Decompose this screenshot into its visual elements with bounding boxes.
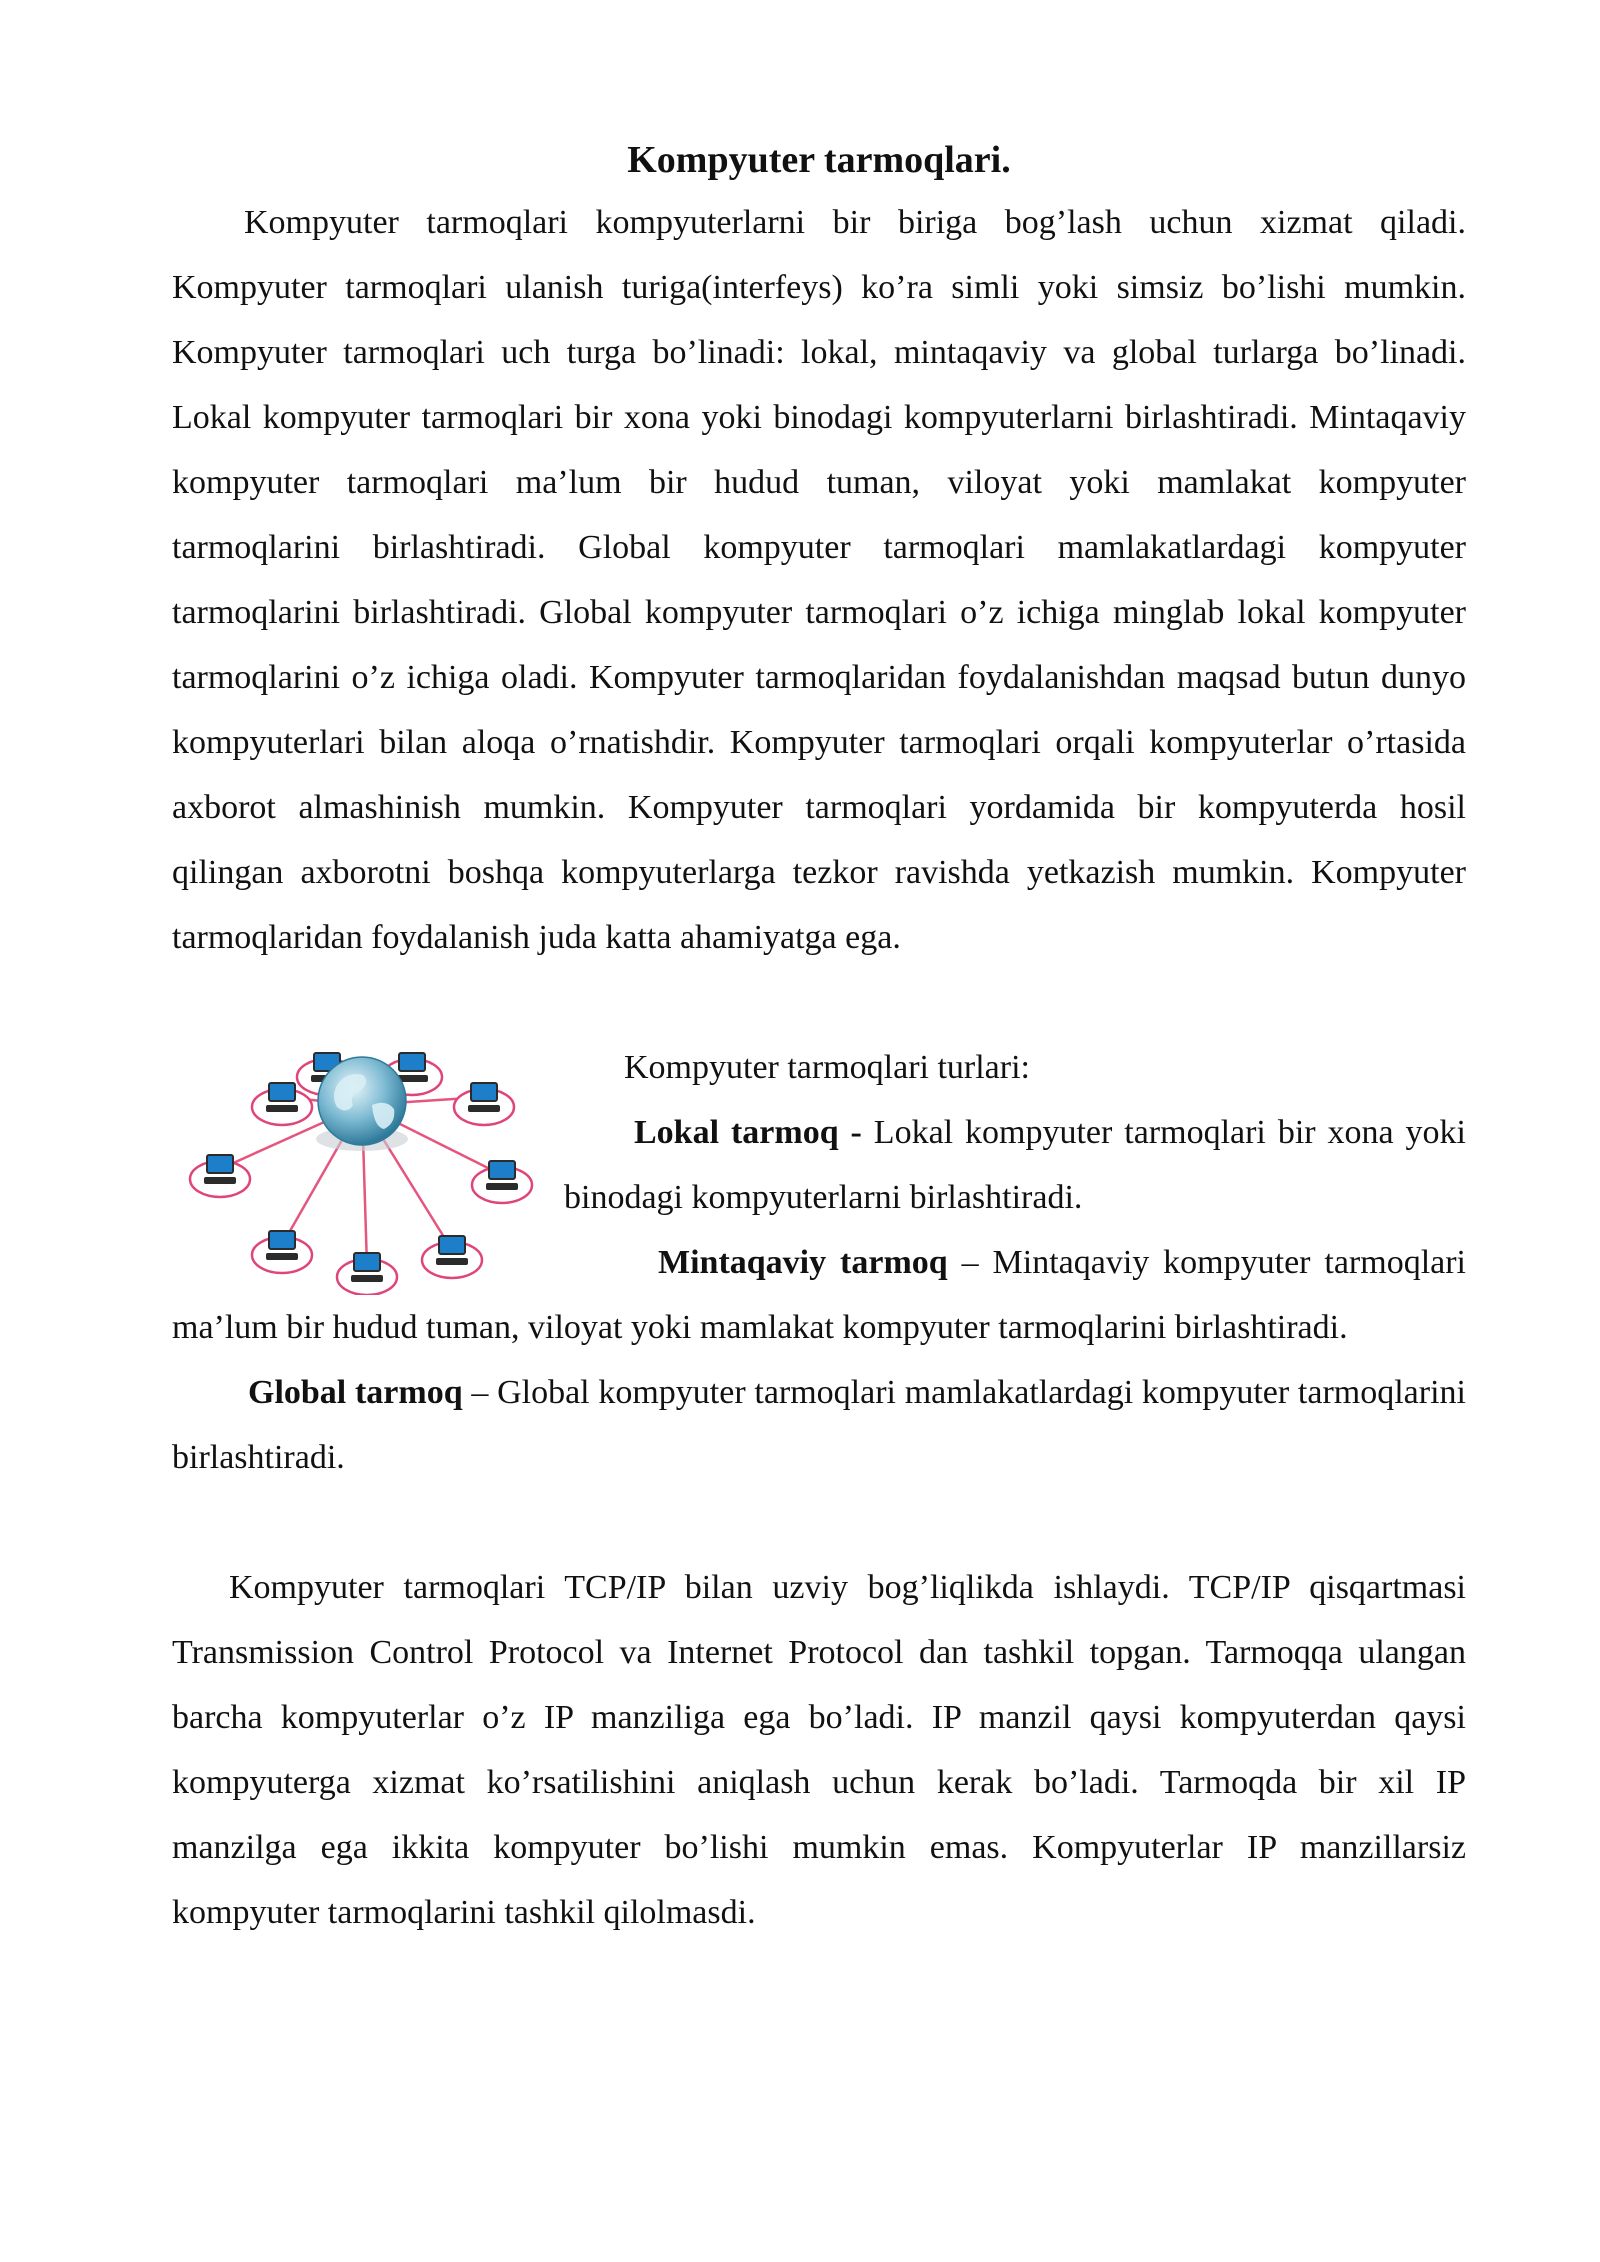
type-separator: –	[462, 1374, 498, 1411]
type-term: Global tarmoq	[248, 1374, 463, 1411]
computer-node-icon	[190, 1155, 250, 1197]
network-types-section	[172, 1035, 1466, 1490]
type-term: Mintaqaviy tarmoq	[658, 1244, 948, 1281]
document-body	[172, 130, 1466, 1945]
computer-node-icon	[454, 1083, 514, 1125]
type-definition: Lokal kompyuter tarmoqlari bir xona yoki binodagi kompyuterlarni birlashtiradi.	[564, 1114, 1466, 1216]
type-definition: Global kompyuter tarmoqlari mamlakatlardagi kompyuter tarmoqlarini birlashtiradi.	[172, 1374, 1466, 1476]
type-item-global	[172, 1360, 1466, 1490]
page-title: Kompyuter tarmoqlari.	[627, 139, 1011, 181]
globe-network-icon	[172, 1035, 564, 1295]
spacer	[172, 1490, 1466, 1555]
types-heading: Kompyuter tarmoqlari turlari:	[624, 1049, 1030, 1086]
network-illustration	[172, 1035, 564, 1295]
spacer	[172, 970, 1466, 1035]
type-term: Lokal tarmoq	[634, 1114, 839, 1151]
computer-node-icon	[422, 1236, 482, 1278]
computer-node-icon	[337, 1253, 397, 1295]
type-separator: –	[947, 1244, 993, 1281]
computer-node-icon	[252, 1231, 312, 1273]
computer-node-icon	[472, 1161, 532, 1203]
type-separator: -	[838, 1114, 874, 1151]
intro-paragraph: Kompyuter tarmoqlari kompyuterlarni bir biriga bog’lash uchun xizmat qiladi. Kompyuter tarmoqlari ulanish turiga(interfeys) ko’ra simli yoki simsiz bo’lishi mumkin. Kompyuter tarmoqlari uch turga bo’linadi: lokal, mintaqaviy va global turlarga bo’linadi. Lokal kompyuter tarmoqlari bir xona yoki binodagi kompyuterlarni birlashtiradi. Mintaqaviy kompyuter tarmoqlari ma’lum bir hudud tuman, viloyat yoki mamlakat kompyuter tarmoqlarini birlashtiradi. Global kompyuter tarmoqlari mamlakatlardagi kompyuter tarmoqlarini birlashtiradi. Global kompyuter tarmoqlari o’z ichiga minglab lokal kompyuter tarmoqlarini o’z ichiga oladi. Kompyuter tarmoqlaridan foydalanishdan maqsad butun dunyo kompyuterlari bilan aloqa o’rnatishdir. Kompyuter tarmoqlari orqali kompyuterlar o’rtasida axborot almashinish mumkin. Kompyuter tarmoqlari yordamida bir kompyuterda hosil qilingan axborotni boshqa kompyuterlarga tezkor ravishda yetkazish mumkin. Kompyuter tarmoqlaridan foydalanish juda katta ahamiyatga ega.	[172, 204, 1466, 956]
tcp-ip-paragraph: Kompyuter tarmoqlari TCP/IP bilan uzviy bog’liqlikda ishlaydi. TCP/IP qisqartmasi Transmission Control Protocol va Internet Protocol dan tashkil topgan. Tarmoqqa ulangan barcha kompyuterlar o’z IP manziliga ega bo’ladi. IP manzil qaysi kompyuterdan qaysi kompyuterga xizmat ko’rsatilishini aniqlash uchun kerak bo’ladi. Tarmoqda bir xil IP manzilga ega ikkita kompyuter bo’lishi mumkin emas. Kompyuterlar IP manzillarsiz kompyuter tarmoqlarini tashkil qilolmasdi.	[172, 1569, 1466, 1931]
type-definition: Mintaqaviy kompyuter tarmoqlari ma’lum bir hudud tuman, viloyat yoki mamlakat kompyuter tarmoqlarini birlashtiradi.	[172, 1244, 1467, 1346]
globe-icon	[316, 1057, 408, 1151]
